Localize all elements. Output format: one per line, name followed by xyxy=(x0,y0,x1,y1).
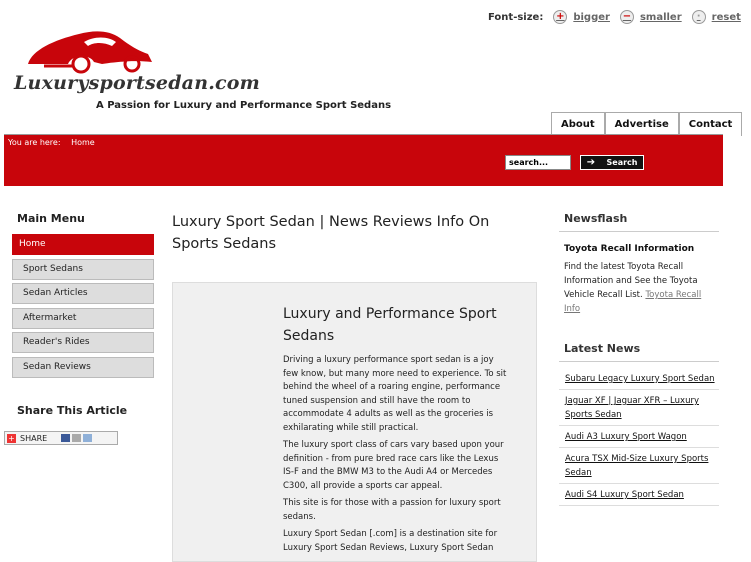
delicious-icon xyxy=(72,434,81,442)
logo-text[interactable]: Luxurysportsedan.com xyxy=(14,72,260,94)
left-sidebar xyxy=(12,212,154,427)
font-bigger-label: bigger xyxy=(573,11,610,23)
share-label: SHARE xyxy=(20,433,48,443)
share-plus-icon: + xyxy=(8,433,15,443)
newsflash-link[interactable]: Toyota Recall Info xyxy=(564,290,702,314)
font-bigger-button[interactable] xyxy=(553,10,610,24)
font-size-controls xyxy=(488,10,751,24)
right-sidebar xyxy=(559,212,719,510)
reset-icon: · xyxy=(692,10,706,24)
font-reset-button[interactable] xyxy=(692,10,741,24)
header-bar xyxy=(4,134,723,186)
menu-item-sport-sedans[interactable]: Sport Sedans xyxy=(12,259,154,280)
article-title: Luxury and Performance Sport Sedans xyxy=(283,306,497,344)
menu-item-sedan-reviews[interactable]: Sedan Reviews xyxy=(12,357,154,378)
menu-item-readers-rides[interactable]: Reader's Rides xyxy=(12,332,154,353)
latest-news-item[interactable]: Acura TSX Mid-Size Luxury Sports Sedan xyxy=(559,452,719,484)
page-title: Luxury Sport Sedan | News Reviews Info On Sports Sedans xyxy=(172,214,490,252)
search-button[interactable] xyxy=(580,155,644,170)
arrow-right-icon: ➔ xyxy=(586,157,596,168)
newsflash-body xyxy=(559,260,719,316)
main-menu-title: Main Menu xyxy=(17,212,85,225)
search-input[interactable] xyxy=(505,155,571,170)
plus-icon: + xyxy=(553,10,567,24)
social-icons xyxy=(61,434,92,442)
article-paragraph: This site is for those with a passion for luxury sport sedans. xyxy=(283,498,501,522)
car-logo-icon xyxy=(24,20,174,80)
share-button[interactable] xyxy=(4,431,118,445)
font-smaller-button[interactable] xyxy=(620,10,682,24)
latest-news-item[interactable]: Audi S4 Luxury Sport Sedan xyxy=(559,488,719,506)
menu-item-sedan-articles[interactable]: Sedan Articles xyxy=(12,283,154,304)
latest-news-title: Latest News xyxy=(559,342,719,362)
breadcrumb xyxy=(8,138,95,147)
article-body xyxy=(283,303,511,559)
minus-icon: − xyxy=(620,10,634,24)
article-paragraph: The luxury sport class of cars vary based upon your definition - from pure bred race cars like the Lexus IS-F and the BMW M3 to the Audi A4 or Mercedes C300, all provide a sports car appeal. xyxy=(283,440,504,491)
search-button-label: Search xyxy=(606,158,638,167)
breadcrumb-label: You are here: xyxy=(8,138,61,147)
newsflash-text: Find the latest Toyota Recall Information and See the Toyota Vehicle Recall List. xyxy=(564,262,698,300)
menu-item-aftermarket[interactable]: Aftermarket xyxy=(12,308,154,329)
nav-advertise[interactable]: Advertise xyxy=(605,112,679,136)
top-nav xyxy=(551,112,742,136)
nav-about[interactable]: About xyxy=(551,112,605,136)
article-paragraph: Luxury Sport Sedan [.com] is a destination site for Luxury Sport Sedan Reviews, Luxury Sport Sedan xyxy=(283,529,498,553)
share-title: Share This Article xyxy=(17,403,128,417)
article-box xyxy=(172,282,537,562)
article-paragraph: Driving a luxury performance sport sedan is a joy few know, but many more need to experience. To sit behind the wheel of a roaring engine, performance tuned suspension and still have the room to accommodate 4 adults as well as the groceries is exhilarating while still practical. xyxy=(283,355,507,433)
main-content xyxy=(172,211,537,553)
font-smaller-label: smaller xyxy=(639,11,682,23)
font-reset-label: reset xyxy=(711,11,741,23)
font-size-label: Font-size: xyxy=(488,11,544,23)
digg-icon xyxy=(83,434,92,442)
latest-news-item[interactable]: Audi A3 Luxury Sport Wagon xyxy=(559,430,719,448)
tagline: A Passion for Luxury and Performance Sport Sedans xyxy=(96,100,392,111)
menu-item-home[interactable]: Home xyxy=(12,234,154,255)
facebook-icon xyxy=(61,434,70,442)
breadcrumb-home[interactable]: Home xyxy=(71,138,95,147)
latest-news-item[interactable]: Jaguar XF | Jaguar XFR – Luxury Sports Sedan xyxy=(559,394,719,426)
nav-contact[interactable]: Contact xyxy=(679,112,743,136)
newsflash-headline: Toyota Recall Information xyxy=(564,244,695,254)
newsflash-title: Newsflash xyxy=(559,212,719,232)
latest-news-item[interactable]: Subaru Legacy Luxury Sport Sedan xyxy=(559,372,719,390)
